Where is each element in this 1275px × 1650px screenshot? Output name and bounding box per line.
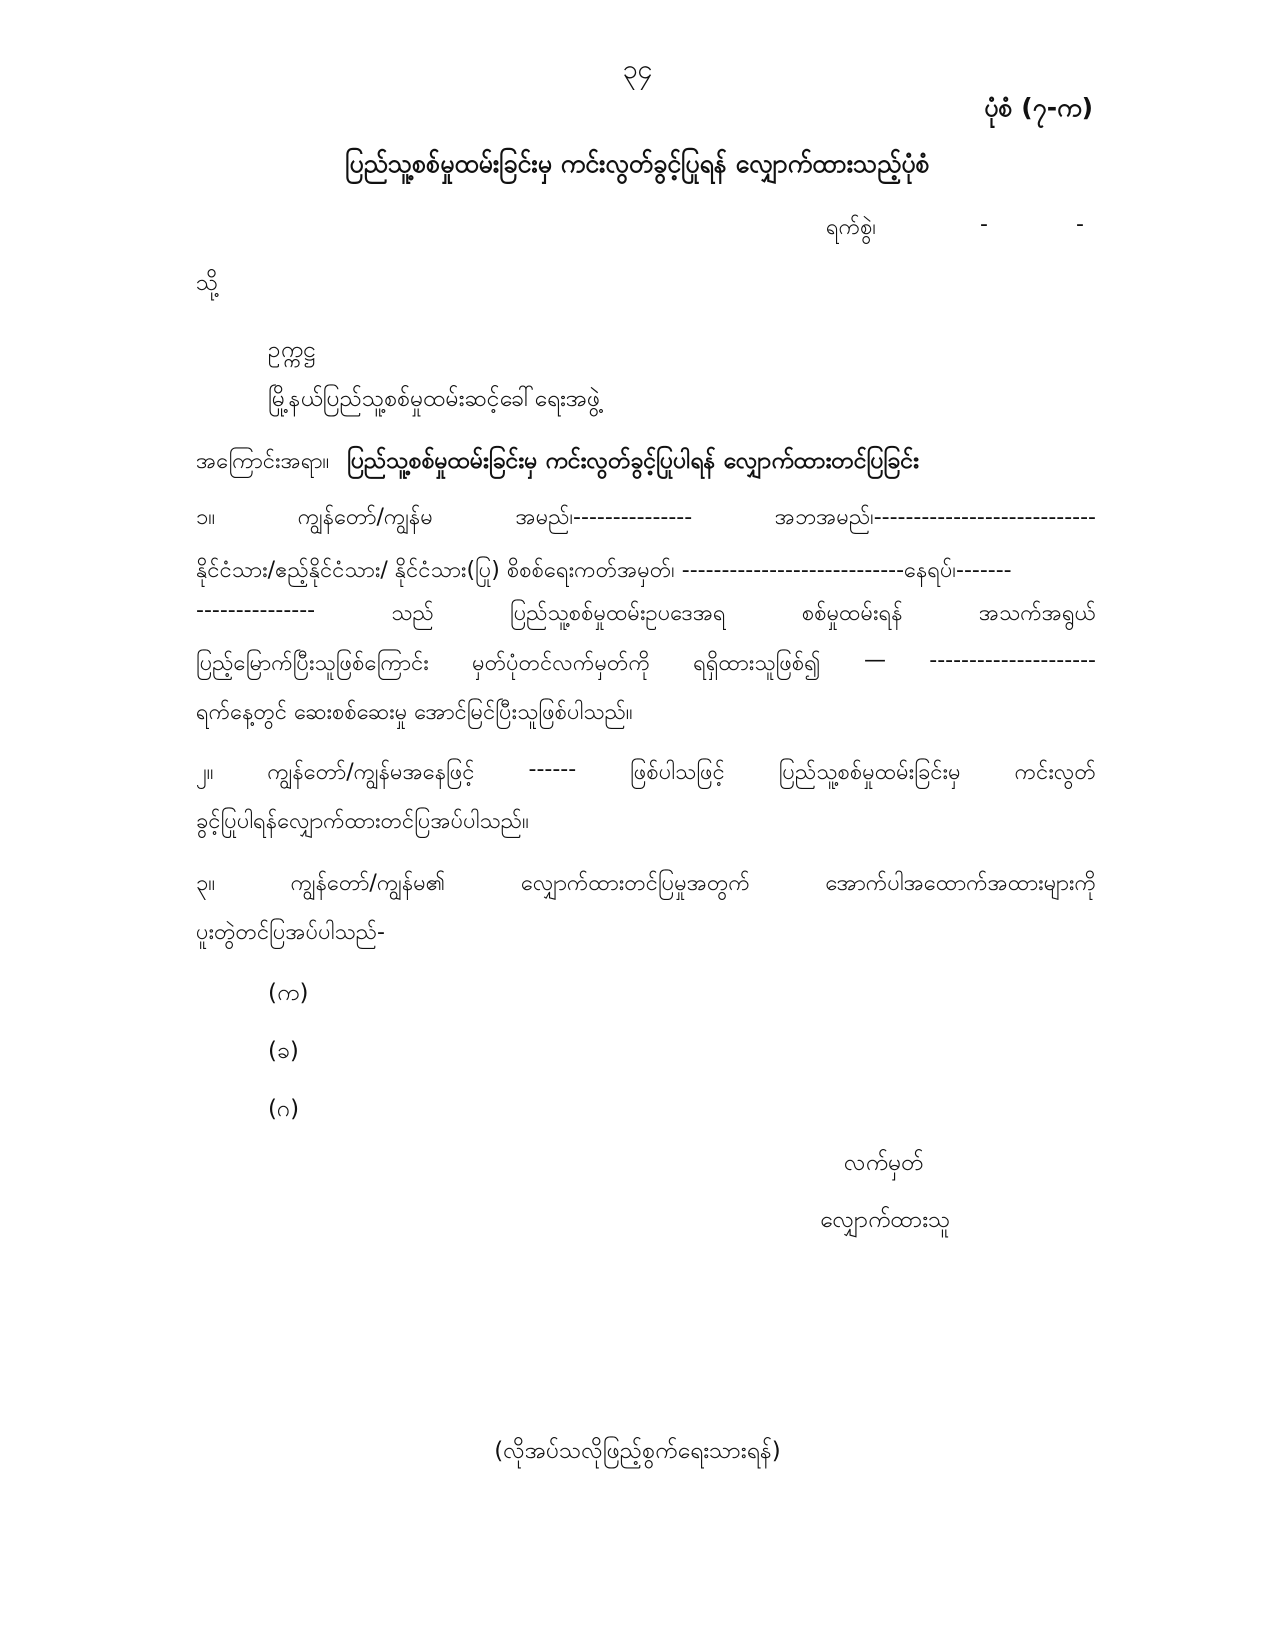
paragraph-word: ပြည်သူ့စစ်မှုထမ်းခြင်းမှ	[778, 760, 961, 785]
attachment-item-b: (ခ)	[268, 1038, 299, 1064]
paragraph-number: ၁။	[196, 505, 216, 530]
form-title: ပြည်သူ့စစ်မှုထမ်းခြင်းမှ ကင်းလွတ်ခွင့်ပြုရန် လျှောက်ထားသည့်ပုံစံ	[345, 149, 930, 178]
footnote: (လိုအပ်သလိုဖြည့်စွက်ရေးသားရန်)	[494, 1438, 781, 1464]
paragraph-word: ပြည်သူ့စစ်မှုထမ်းဥပဒေအရ	[510, 601, 726, 626]
paragraph-number: ၂။	[196, 760, 214, 785]
paragraph-word: ကင်းလွတ်	[1014, 760, 1096, 785]
paragraph-1-line: ရက်နေ့တွင် ဆေးစစ်ဆေးမှု အောင်မြင်ပြီးသူဖြစ်ပါသည်။	[196, 700, 633, 725]
date-label: ရက်စွဲ၊	[826, 215, 877, 240]
applicant-label: လျှောက်ထားသူ	[820, 1207, 951, 1233]
em-dash: —	[864, 648, 886, 673]
paragraph-word: သည်	[391, 601, 434, 626]
subject-text: ပြည်သူ့စစ်မှုထမ်းခြင်းမှ ကင်းလွတ်ခွင့်ပြုပါရန် လျှောက်ထားတင်ပြခြင်း	[347, 448, 919, 474]
paragraph-word: လျှောက်ထားတင်ပြမှုအတွက်	[520, 871, 750, 896]
paragraph-word: အသက်အရွယ်	[978, 601, 1096, 626]
father-name-blank: အဘအမည်၊----------------------------	[774, 505, 1096, 530]
signature-label: လက်မှတ်	[844, 1150, 924, 1176]
attachment-item-c: (ဂ)	[268, 1096, 300, 1122]
subject-line	[196, 446, 1096, 480]
paragraph-word: ကျွန်တော်/ကျွန်မ၏	[290, 871, 446, 896]
paragraph-2-line: ခွင့်ပြုပါရန်လျှောက်ထားတင်ပြအပ်ပါသည်။	[196, 809, 529, 834]
paragraph-1-line: နိုင်ငံသား/ဧည့်နိုင်ငံသား/ နိုင်ငံသား(ပြု) စိစစ်ရေးကတ်အမှတ်၊ ----------------------------နေရပ်၊-------	[196, 558, 1012, 583]
paragraph-3-line: ပူးတွဲတင်ပြအပ်ပါသည်-	[196, 920, 385, 945]
date-separator: -	[1076, 212, 1084, 237]
date-line	[826, 212, 1096, 245]
paragraph-word: ရရှိထားသူဖြစ်၍	[693, 651, 821, 676]
form-number: ပုံစံ (၇-က)	[984, 93, 1093, 122]
paragraph-word: မှတ်ပုံတင်လက်မှတ်ကို	[472, 651, 650, 676]
addressee-to: သို့	[196, 270, 219, 296]
paragraph-word: စစ်မှုထမ်းရန်	[801, 601, 903, 626]
paragraph-word: အောက်ပါအထောက်အထားများကို	[825, 871, 1096, 896]
addressee-committee: မြို့နယ်ပြည်သူ့စစ်မှုထမ်းဆင့်ခေါ်ရေးအဖွဲ့	[268, 386, 601, 412]
paragraph-number: ၃။	[196, 871, 216, 896]
addressee-chairman: ဥက္ကဋ္ဌ	[268, 337, 316, 363]
paragraph-word: ကျွန်တော်/ကျွန်မအနေဖြင့်	[267, 760, 475, 785]
paragraph-1-line	[196, 598, 1096, 631]
paragraph-1-line	[196, 648, 1096, 681]
paragraph-word: ဖြစ်ပါသဖြင့်	[630, 760, 725, 785]
date-separator: -	[980, 212, 988, 237]
page-number: ၃၄	[622, 54, 653, 85]
paragraph-3-line	[196, 868, 1096, 901]
paragraph-word: ပြည့်မြောက်ပြီးသူဖြစ်ကြောင်း	[196, 651, 429, 676]
address-blank: ---------------	[196, 598, 316, 623]
pronoun-text: ကျွန်တော်/ကျွန်မ	[297, 505, 433, 530]
paragraph-1-line	[196, 502, 1096, 535]
paragraph-2-line	[196, 757, 1096, 790]
date-blank: ---------------------	[929, 648, 1096, 673]
name-blank: အမည်၊---------------	[515, 505, 693, 530]
attachment-item-a: (က)	[268, 980, 309, 1006]
reason-blank: ------	[528, 757, 577, 782]
subject-label: အကြောင်းအရာ။	[196, 449, 330, 474]
